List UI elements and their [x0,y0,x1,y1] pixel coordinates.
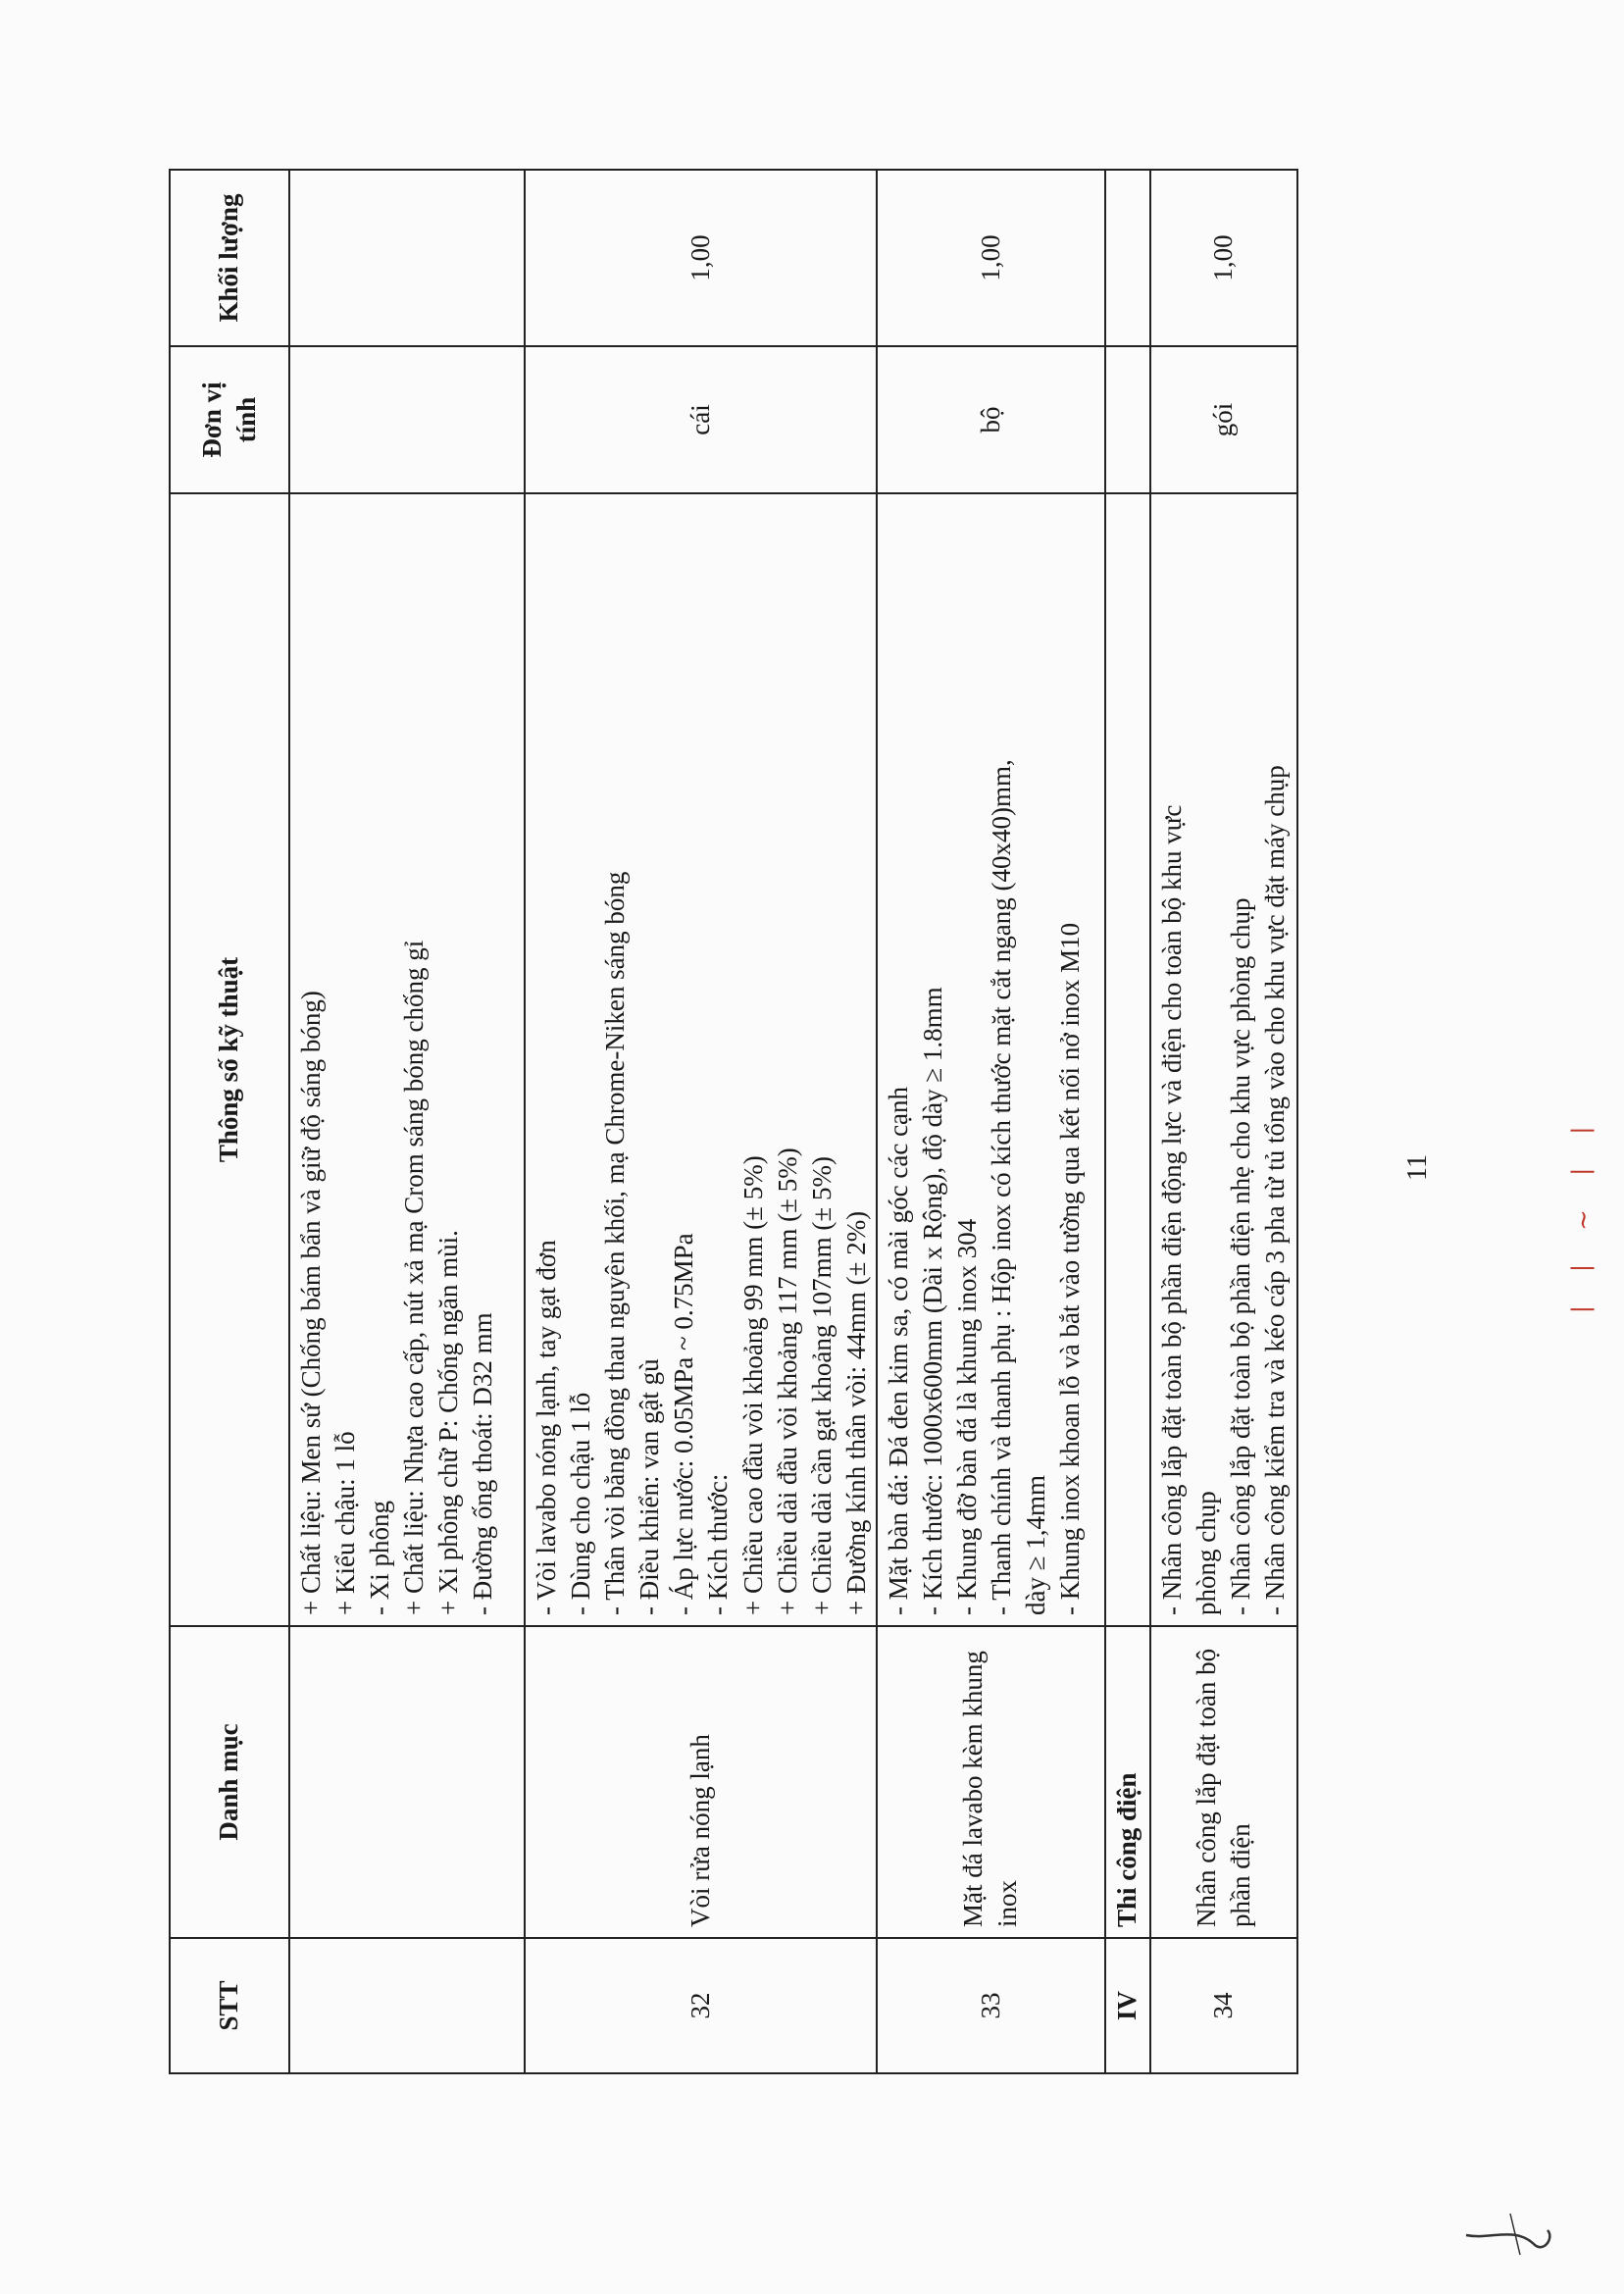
spec-table [169,169,1298,2074]
spec-line: - Xi phông [365,1501,395,1615]
section-empty [1105,493,1150,1626]
spec-line: + Chất liệu: Nhựa cao cấp, nút xả mạ Crom sáng bóng chống gỉ [399,940,430,1615]
section-stt: IV [1105,1938,1150,2073]
spec-line: + Kiểu chậu: 1 lỗ [330,1431,361,1615]
spec-line: - Thanh chính và thanh phụ : Hộp inox có kích thước mặt cắt ngang (40x40)mm, [987,759,1017,1615]
spec-line: - Kích thước: [703,1473,734,1615]
table-row [525,170,877,2073]
cell-stt: 34 [1150,1938,1297,2073]
cell-khoi-luong: 1,00 [525,170,877,346]
spec-line: - Dùng cho chậu 1 lỗ [566,1392,596,1615]
cell-don-vi: gói [1150,346,1297,493]
spec-line: + Xi phông chữ P: Chống ngăn mùi. [433,1230,464,1615]
spec-line: - Khung inox khoan lỗ và bắt vào tường qua kết nối nở inox M10 [1055,922,1086,1615]
spec-line: - Đường ống thoát: D32 mm [468,1312,498,1615]
cell-don-vi: bộ [877,346,1105,493]
spec-line: - Vòi lavabo nóng lạnh, tay gạt đơn [532,1240,561,1615]
cell-stt: 32 [525,1938,877,2073]
cell-spec [877,493,1105,1626]
signature-icon [1461,2196,1569,2274]
spec-line: - Khung đỡ bàn đá là khung inox 304 [952,1218,983,1615]
table-row [877,170,1105,2073]
header-don-vi: Đơn vị tính [170,346,289,493]
cell-danh-muc [289,1626,525,1938]
spec-line: - Kích thước: 1000x600mm (Dài x Rộng), độ dày ≥ 1.8mm [918,987,948,1615]
header-thong-so: Thông số kỹ thuật [170,493,289,1626]
table-row [1150,170,1297,2073]
spec-line: - Thân vòi bằng đồng thau nguyên khối, mạ Chrome-Niken sáng bóng [600,871,631,1615]
section-empty [1105,346,1150,493]
cell-danh-muc: Vòi rửa nóng lạnh [525,1626,877,1938]
cell-khoi-luong: 1,00 [877,170,1105,346]
cell-don-vi: cái [525,346,877,493]
spec-line: - Áp lực nước: 0.05MPa ~ 0.75MPa [669,1233,699,1615]
cell-khoi-luong [289,170,525,346]
spec-line: - Mặt bàn đá: Đá đen kim sa, có mài góc các cạnh [883,1086,913,1615]
spec-line: + Đường kính thân vòi: 44mm (± 2%) [840,1210,871,1615]
red-handwritten-mark-icon: ∣ ∣ ∼ ∣ ∣ [1569,1112,1598,1313]
cell-khoi-luong: 1,00 [1150,170,1297,346]
spec-line: + Chiều dài cần gạt khoảng 107mm (± 5%) [806,1156,837,1615]
header-row [170,170,289,2073]
spec-line: + Chiều cao đầu vòi khoảng 99 mm (± 5%) [737,1155,768,1615]
cell-spec [525,493,877,1626]
spec-line: - Nhân công lắp đặt toàn bộ phần điện động lực và điện cho toàn bộ khu vực [1156,804,1187,1615]
header-danh-muc: Danh mục [170,1626,289,1938]
section-row [1105,170,1150,2073]
spec-line: - Nhân công lắp đặt toàn bộ phần điện nhẹ cho khu vực phòng chụp [1226,897,1256,1615]
section-empty [1105,170,1150,346]
cell-spec [289,493,525,1626]
cell-danh-muc: Mặt đá lavabo kèm khung inox [877,1626,1105,1938]
cell-stt [289,1938,525,2073]
spec-line: + Chất liệu: Men sứ (Chống bám bẩn và giữ độ sáng bóng) [296,991,326,1615]
spec-line: - Điều khiển: van gật gù [634,1358,665,1615]
spec-line: - Nhân công kiểm tra và kéo cáp 3 pha từ tủ tổng vào cho khu vực đặt máy chụp [1260,765,1291,1615]
cell-don-vi [289,346,525,493]
header-khoi-luong: Khối lượng [170,170,289,346]
spec-line: + Chiều dài đầu vòi khoảng 117 mm (± 5%) [772,1147,802,1615]
cell-danh-muc: Nhân công lắp đặt toàn bộ phần điện [1150,1626,1297,1938]
page-number: 11 [1402,1154,1433,1181]
header-stt: STT [170,1938,289,2073]
spec-line: dày ≥ 1,4mm [1021,1474,1051,1615]
cell-spec [1150,493,1297,1626]
table-row [289,170,525,2073]
section-title: Thi công điện [1105,1626,1150,1938]
cell-stt: 33 [877,1938,1105,2073]
spec-line: phòng chụp [1192,1491,1222,1615]
